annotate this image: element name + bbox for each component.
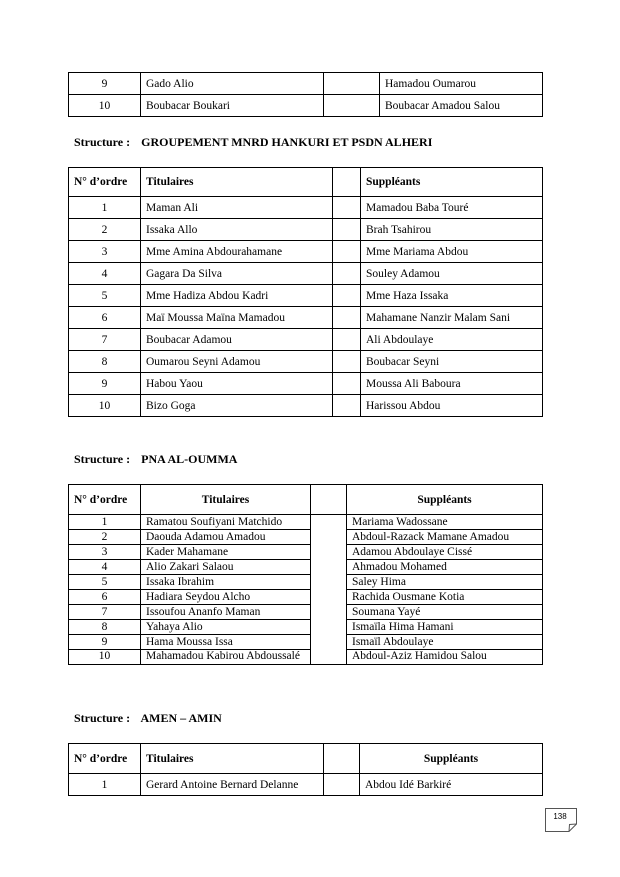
titulaire-cell: Mme Amina Abdourahamane bbox=[141, 241, 333, 263]
table-row bbox=[69, 95, 543, 117]
order-cell: 10 bbox=[69, 395, 141, 417]
suppleant-cell: Abdoul-Razack Mamane Amadou bbox=[347, 530, 543, 545]
header-order: N° d’ordre bbox=[69, 485, 141, 515]
empty-cell bbox=[333, 373, 361, 395]
table-row bbox=[69, 590, 543, 605]
table-amen-amin bbox=[68, 743, 543, 796]
suppleant-cell: Abdou Idé Barkiré bbox=[360, 774, 543, 796]
table-row bbox=[69, 774, 543, 796]
titulaire-cell: Gerard Antoine Bernard Delanne bbox=[141, 774, 324, 796]
table-body bbox=[69, 774, 543, 796]
empty-cell bbox=[324, 744, 360, 774]
empty-cell bbox=[333, 168, 361, 197]
empty-cell bbox=[311, 530, 347, 545]
order-cell: 1 bbox=[69, 515, 141, 530]
suppleant-cell: Rachida Ousmane Kotia bbox=[347, 590, 543, 605]
suppleant-cell: Harissou Abdou bbox=[361, 395, 543, 417]
suppleant-cell: Ismaïl Abdoulaye bbox=[347, 635, 543, 650]
table-groupement bbox=[68, 167, 543, 417]
empty-cell bbox=[333, 307, 361, 329]
order-cell: 7 bbox=[69, 329, 141, 351]
suppleant-cell: Souley Adamou bbox=[361, 263, 543, 285]
empty-cell bbox=[311, 605, 347, 620]
table-body bbox=[69, 515, 543, 665]
order-cell: 3 bbox=[69, 241, 141, 263]
table-row bbox=[69, 560, 543, 575]
header-titulaires: Titulaires bbox=[141, 168, 333, 197]
table-row bbox=[69, 605, 543, 620]
table-row bbox=[69, 329, 543, 351]
order-cell: 6 bbox=[69, 307, 141, 329]
table-row bbox=[69, 263, 543, 285]
structure-name: PNA AL-OUMMA bbox=[141, 452, 238, 466]
titulaire-cell: Maï Moussa Maïna Mamadou bbox=[141, 307, 333, 329]
suppleant-cell: Mme Haza Issaka bbox=[361, 285, 543, 307]
titulaire-cell: Bizo Goga bbox=[141, 395, 333, 417]
table-row bbox=[69, 197, 543, 219]
suppleant-cell: Mariama Wadossane bbox=[347, 515, 543, 530]
table-row bbox=[69, 219, 543, 241]
order-cell: 9 bbox=[69, 635, 141, 650]
empty-cell bbox=[333, 329, 361, 351]
table-row bbox=[69, 530, 543, 545]
empty-cell bbox=[333, 351, 361, 373]
empty-cell bbox=[333, 263, 361, 285]
order-cell: 2 bbox=[69, 219, 141, 241]
suppleant-cell: Moussa Ali Baboura bbox=[361, 373, 543, 395]
order-cell: 10 bbox=[69, 650, 141, 665]
order-cell: 4 bbox=[69, 263, 141, 285]
empty-cell bbox=[333, 395, 361, 417]
empty-cell bbox=[333, 285, 361, 307]
structure-heading-3 bbox=[74, 711, 222, 726]
empty-cell bbox=[311, 560, 347, 575]
titulaire-cell: Issaka Ibrahim bbox=[141, 575, 311, 590]
suppleant-cell: Mahamane Nanzir Malam Sani bbox=[361, 307, 543, 329]
order-cell: 4 bbox=[69, 560, 141, 575]
table-top-continuation bbox=[68, 72, 543, 117]
titulaire-cell: Boubacar Adamou bbox=[141, 329, 333, 351]
table-pna-al-oumma bbox=[68, 484, 543, 665]
suppleant-cell: Ahmadou Mohamed bbox=[347, 560, 543, 575]
suppleant-cell: Boubacar Amadou Salou bbox=[380, 95, 543, 117]
order-cell: 9 bbox=[69, 73, 141, 95]
order-cell: 2 bbox=[69, 530, 141, 545]
table-header-row bbox=[69, 168, 543, 197]
empty-cell bbox=[324, 73, 380, 95]
table-row bbox=[69, 635, 543, 650]
header-suppleants: Suppléants bbox=[347, 485, 543, 515]
header-titulaires: Titulaires bbox=[141, 744, 324, 774]
table-row bbox=[69, 351, 543, 373]
order-cell: 3 bbox=[69, 545, 141, 560]
structure-label: Structure : bbox=[74, 711, 131, 725]
table-header-row bbox=[69, 744, 543, 774]
empty-cell bbox=[333, 241, 361, 263]
order-cell: 1 bbox=[69, 774, 141, 796]
header-suppleants: Suppléants bbox=[360, 744, 543, 774]
structure-name: AMEN – AMIN bbox=[140, 711, 222, 725]
table-row bbox=[69, 650, 543, 665]
structure-name: GROUPEMENT MNRD HANKURI ET PSDN ALHERI bbox=[141, 135, 433, 149]
titulaire-cell: Mme Hadiza Abdou Kadri bbox=[141, 285, 333, 307]
table-row bbox=[69, 515, 543, 530]
suppleant-cell: Boubacar Seyni bbox=[361, 351, 543, 373]
titulaire-cell: Issoufou Ananfo Maman bbox=[141, 605, 311, 620]
empty-cell bbox=[324, 774, 360, 796]
order-cell: 6 bbox=[69, 590, 141, 605]
titulaire-cell: Hadiara Seydou Alcho bbox=[141, 590, 311, 605]
titulaire-cell: Issaka Allo bbox=[141, 219, 333, 241]
suppleant-cell: Mme Mariama Abdou bbox=[361, 241, 543, 263]
titulaire-cell: Maman Ali bbox=[141, 197, 333, 219]
table-row bbox=[69, 395, 543, 417]
table-row bbox=[69, 73, 543, 95]
table-row bbox=[69, 241, 543, 263]
empty-cell bbox=[324, 95, 380, 117]
table-header-row bbox=[69, 485, 543, 515]
suppleant-cell: Ismaïla Hima Hamani bbox=[347, 620, 543, 635]
empty-cell bbox=[311, 515, 347, 530]
suppleant-cell: Hamadou Oumarou bbox=[380, 73, 543, 95]
suppleant-cell: Soumana Yayé bbox=[347, 605, 543, 620]
table-row bbox=[69, 620, 543, 635]
structure-label: Structure : bbox=[74, 452, 131, 466]
empty-cell bbox=[311, 635, 347, 650]
structure-label: Structure : bbox=[74, 135, 131, 149]
header-order: N° d’ordre bbox=[69, 744, 141, 774]
titulaire-cell: Habou Yaou bbox=[141, 373, 333, 395]
header-suppleants: Suppléants bbox=[361, 168, 543, 197]
titulaire-cell: Hama Moussa Issa bbox=[141, 635, 311, 650]
titulaire-cell: Alio Zakari Salaou bbox=[141, 560, 311, 575]
suppleant-cell: Ali Abdoulaye bbox=[361, 329, 543, 351]
page-number-badge bbox=[545, 808, 575, 830]
order-cell: 8 bbox=[69, 620, 141, 635]
structure-heading-1 bbox=[74, 135, 432, 150]
titulaire-cell: Gado Alio bbox=[141, 73, 324, 95]
order-cell: 9 bbox=[69, 373, 141, 395]
empty-cell bbox=[311, 650, 347, 665]
suppleant-cell: Mamadou Baba Touré bbox=[361, 197, 543, 219]
titulaire-cell: Gagara Da Silva bbox=[141, 263, 333, 285]
empty-cell bbox=[311, 545, 347, 560]
empty-cell bbox=[333, 197, 361, 219]
order-cell: 7 bbox=[69, 605, 141, 620]
order-cell: 5 bbox=[69, 285, 141, 307]
titulaire-cell: Yahaya Alio bbox=[141, 620, 311, 635]
order-cell: 10 bbox=[69, 95, 141, 117]
page-number: 138 bbox=[553, 812, 567, 821]
table-row bbox=[69, 307, 543, 329]
header-order: N° d’ordre bbox=[69, 168, 141, 197]
empty-cell bbox=[311, 485, 347, 515]
structure-heading-2 bbox=[74, 452, 237, 467]
suppleant-cell: Adamou Abdoulaye Cissé bbox=[347, 545, 543, 560]
empty-cell bbox=[311, 620, 347, 635]
titulaire-cell: Daouda Adamou Amadou bbox=[141, 530, 311, 545]
order-cell: 5 bbox=[69, 575, 141, 590]
titulaire-cell: Boubacar Boukari bbox=[141, 95, 324, 117]
empty-cell bbox=[333, 219, 361, 241]
table-row bbox=[69, 545, 543, 560]
header-titulaires: Titulaires bbox=[141, 485, 311, 515]
suppleant-cell: Brah Tsahirou bbox=[361, 219, 543, 241]
suppleant-cell: Abdoul-Aziz Hamidou Salou bbox=[347, 650, 543, 665]
suppleant-cell: Saley Hima bbox=[347, 575, 543, 590]
table-row bbox=[69, 373, 543, 395]
titulaire-cell: Oumarou Seyni Adamou bbox=[141, 351, 333, 373]
table-body bbox=[69, 197, 543, 417]
titulaire-cell: Ramatou Soufiyani Matchido bbox=[141, 515, 311, 530]
order-cell: 1 bbox=[69, 197, 141, 219]
titulaire-cell: Mahamadou Kabirou Abdoussalé bbox=[141, 650, 311, 665]
titulaire-cell: Kader Mahamane bbox=[141, 545, 311, 560]
empty-cell bbox=[311, 590, 347, 605]
empty-cell bbox=[311, 575, 347, 590]
table-row bbox=[69, 575, 543, 590]
order-cell: 8 bbox=[69, 351, 141, 373]
table-row bbox=[69, 285, 543, 307]
